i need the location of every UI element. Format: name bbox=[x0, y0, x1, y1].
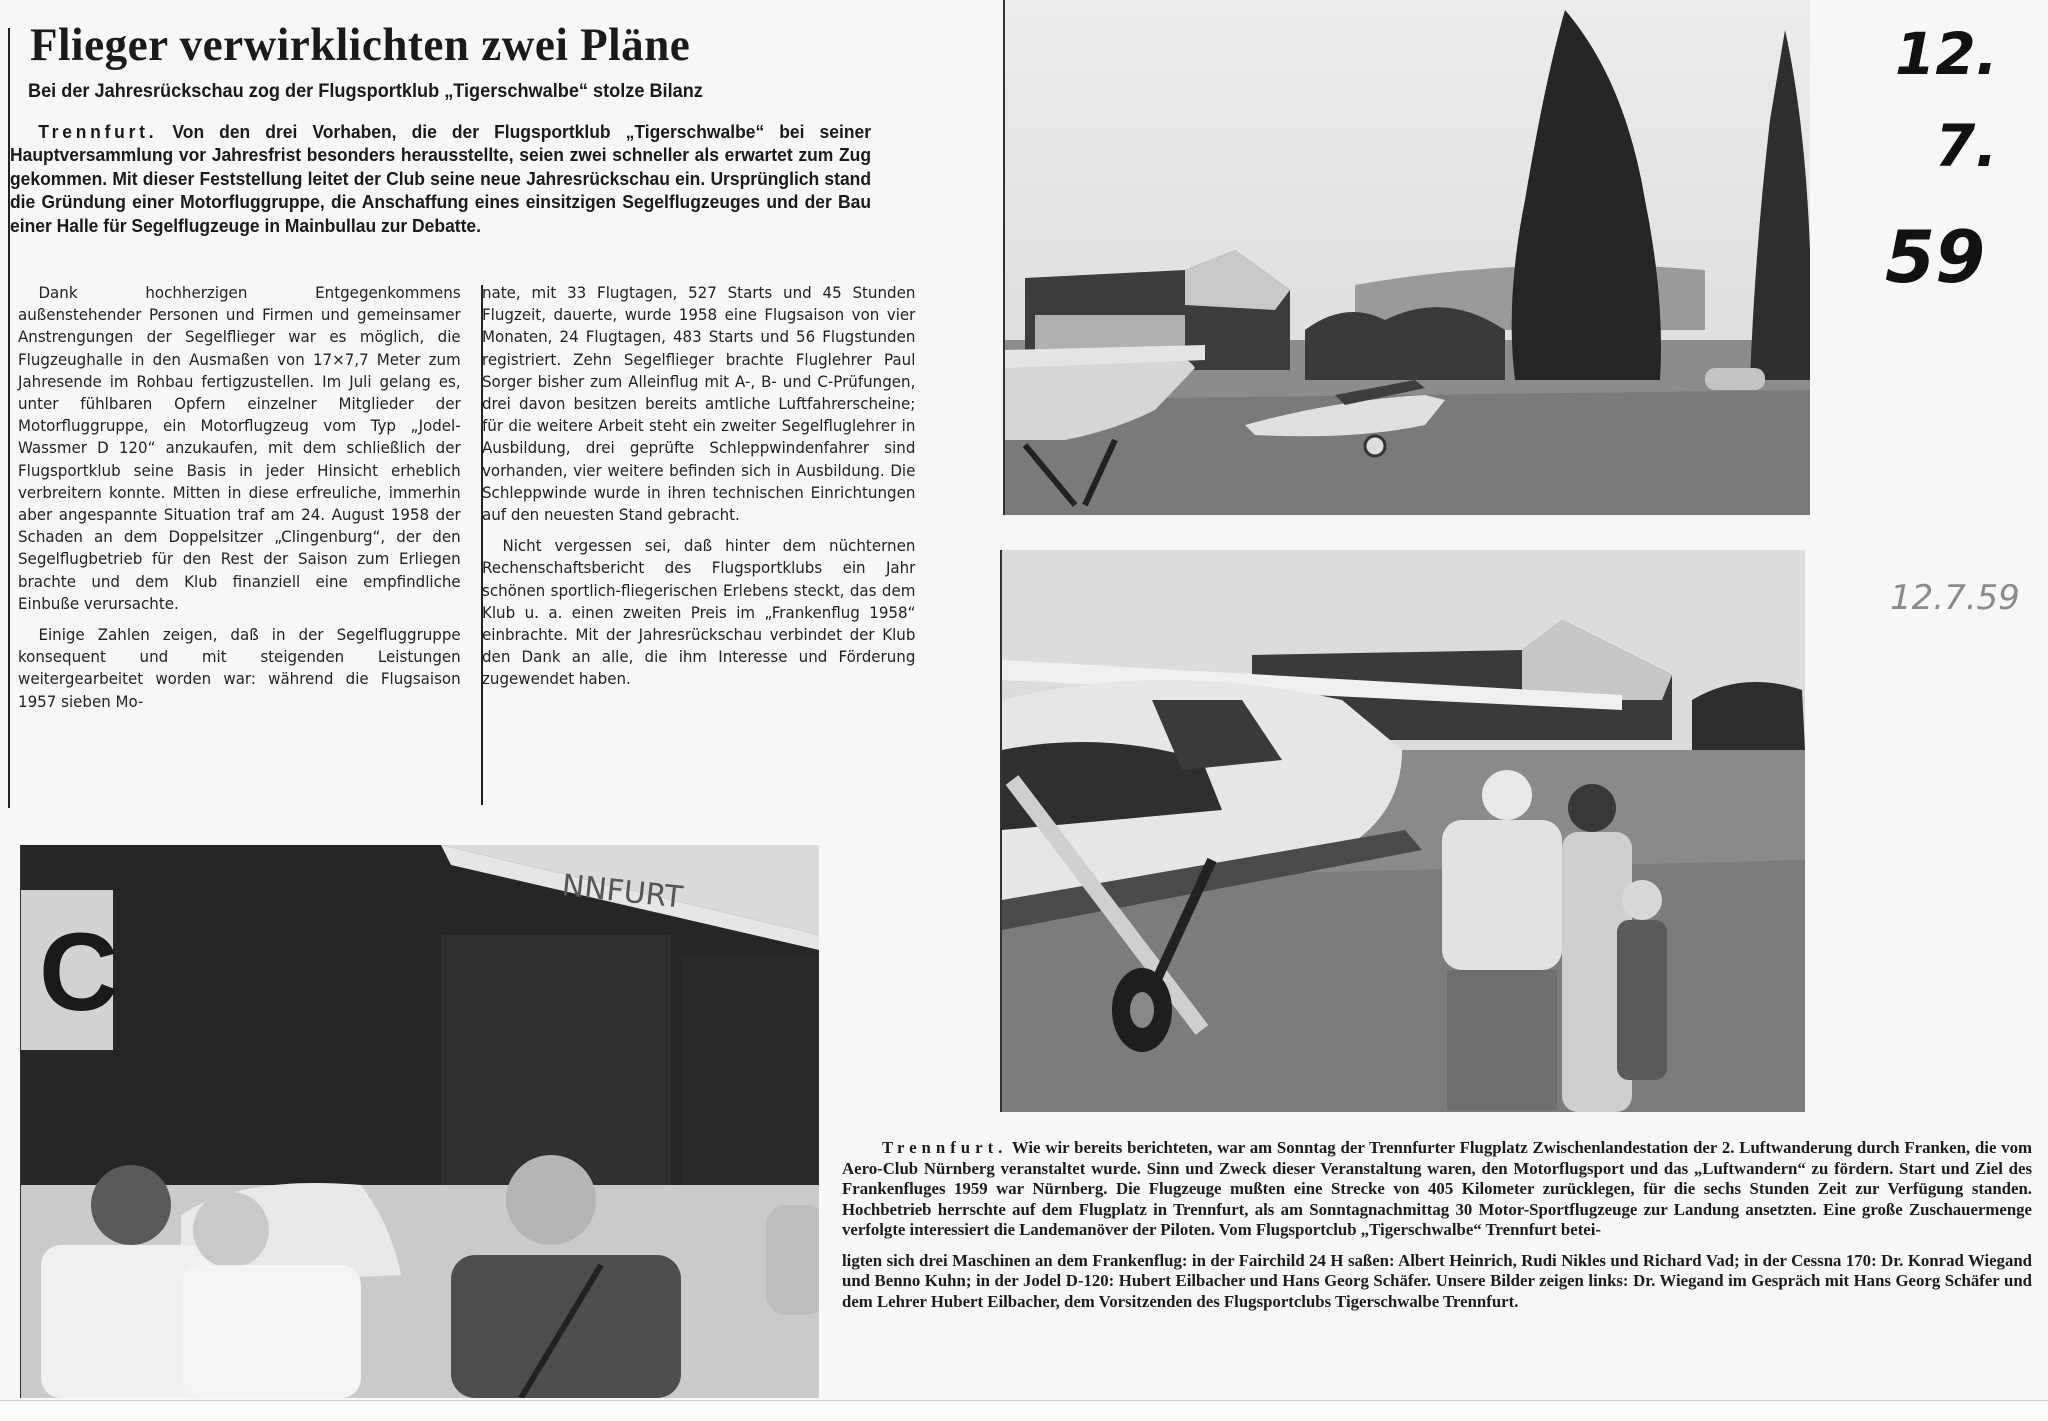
handwritten-year: 59 bbox=[1885, 215, 1986, 299]
caption-paragraph-2: ligten sich drei Maschinen an dem Frankenflug: in der Fairchild 24 H saßen: Albert Heinrich, Rudi Nikles und Richard Vad; in der Cessna 170: Dr. Konrad Wiegand und Benno Kuhn; in der Jodel D-120: Hubert Eilbacher und Hans Georg Schäfer. Unsere Bilder zeigen links: Dr. Wiegand im Gespräch mit Hans Georg Schäfer und dem Lehrer Hubert Eilbacher, dem Vorsitzenden des Flugsportclubs Tigerschwalbe Trennfurt. bbox=[842, 1250, 2032, 1311]
column-2-paragraph-2: Nicht vergessen sei, daß hinter dem nüchternen Rechenschaftsbericht des Flugsportklubs ein Jahr schönen sportlich-fliegerischen Erlebens steckt, das dem Klub u. a. einen zweiten Preis im „Frankenflug 1958“ einbrachte. Mit der Jahresrückschau verbindet der Klub den Dank an alle, die ihm Interesse und Förderung zugewendet haben. bbox=[482, 536, 916, 689]
handwritten-month: 7. bbox=[1935, 112, 1998, 180]
photo-cessna-group-image bbox=[1002, 550, 1805, 1112]
article-column-2 bbox=[482, 282, 915, 700]
photo-cessna-group bbox=[1000, 550, 1805, 1112]
column-1-paragraph-2: Einige Zahlen zeigen, daß in der Segelfluggruppe konsequent und mit steigenden Leistungen weitergearbeitet worden war: während die Flugsaison 1957 sieben Mo- bbox=[18, 625, 461, 711]
hangar-letter-c: C bbox=[39, 911, 119, 1034]
handwritten-day: 12. bbox=[1895, 20, 1998, 88]
photo-men-talking bbox=[20, 845, 819, 1398]
lead-paragraph bbox=[10, 120, 871, 237]
lead-text: Von den drei Vorhaben, die der Flugsportklub „Tigerschwalbe“ bei seiner Hauptversammlung vor Jahresfrist besonders herausstellte, seien zwei schneller als erwartet zum Zug gekommen. Mit dieser Feststellung leitet der Club seine neue Jahresrückschau ein. Ursprünglich stand die Gründung einer Motorfluggruppe, die Anschaffung eines einsitzigen Segelflugzeuges und der Bau einer Halle für Segelflugzeuge in Mainbullau zur Debatte. bbox=[10, 121, 872, 236]
column-2-paragraph-1: nate, mit 33 Flugtagen, 527 Starts und 45 Stunden Flugzeit, dauerte, wurde 1958 eine Flugsaison von vier Monaten, 24 Flugtagen, 483 Starts und 56 Flugstunden registriert. Zehn Segelflieger brachte Fluglehrer Paul Sorger bisher zum Alleinflug mit A-, B- und C-Prüfungen, drei davon besitzen bereits amtliche Luftfahrerscheine; für die weitere Arbeit steht ein zweiter Segelfluglehrer in Ausbildung, drei geprüfte Schleppwindenfahrer sind vorhanden, vier weitere befinden sich in Ausbildung. Die Schleppwinde wurde in ihren technischen Einrichtungen auf den neuesten Stand gebracht. bbox=[482, 283, 916, 525]
handwritten-date-small: 12.7.59 bbox=[1890, 578, 2020, 618]
hangar-sign-text: NNFURT bbox=[560, 868, 685, 916]
caption-text-1: Wie wir bereits berichteten, war am Sonntag der Trennfurter Flugplatz Zwischenlandestation der 2. Luftwanderung durch Franken, die vom Aero-Club Nürnberg veranstaltet wurde. Sinn und Zweck dieser Veranstaltung waren, den Motorflugsport und das „Luftwandern“ zu fördern. Start und Ziel des Frankenfluges 1959 war Nürnberg. Die Flugzeuge mußten eine Strecke von 405 Kilometer zurücklegen, für die sechs Stunden Zeit zur Verfügung standen. Hochbetrieb herrschte auf dem Flugplatz in Trennfurt, als am Sonntagnachmittag 30 Motor-Sportflugzeuge zur Landung ansetzten. Eine große Zuschauermenge verfolgte interessiert die Landemanöver der Piloten. Vom Flugsportclub „Tigerschwalbe“ Trennfurt betei- bbox=[842, 1138, 2032, 1239]
column-1-paragraph-1: Dank hochherzigen Entgegenkommens außenstehender Personen und Firmen und gemeinsamer Anstrengungen der Segelflieger war es möglich, die Flugzeughalle in den Ausmaßen von 17×7,7 Meter zum Jahresende im Rohbau fertigzustellen. Im Juli gelang es, unter fühlbaren Opfern einzelner Mitglieder der Motorfluggruppe, ein Motorflugzeug vom Typ „Jodel-Wassmer D 120“ anzukaufen, mit dem schließlich der Flugsportklub seine Basis in jeder Hinsicht erheblich verbreitern konnte. Mitten in diese erfreuliche, immerhin aber angespannte Situation traf am 24. August 1958 der Schaden an dem Doppelsitzer „Clingenburg“, der den Segelflugbetrieb für den Rest der Saison zum Erliegen brachte und dem Klub finanziell eine empfindliche Einbuße verursachte. bbox=[18, 283, 461, 613]
photo-airfield bbox=[1003, 0, 1810, 515]
photo-men-talking-image bbox=[21, 845, 819, 1398]
article-column-1 bbox=[18, 282, 461, 722]
photo-airfield-image bbox=[1005, 0, 1810, 515]
caption-dateline: Trennfurt. bbox=[882, 1138, 1008, 1157]
headline: Flieger verwirklichten zwei Pläne bbox=[30, 19, 691, 71]
subheadline: Bei der Jahresrückschau zog der Flugsportklub „Tigerschwalbe“ stolze Bilanz bbox=[28, 80, 703, 102]
caption-paragraph-1 bbox=[842, 1138, 2032, 1241]
lead-dateline: Trennfurt. bbox=[38, 121, 158, 142]
photo-caption bbox=[842, 1138, 2032, 1312]
clipping-edge bbox=[0, 1400, 2048, 1421]
